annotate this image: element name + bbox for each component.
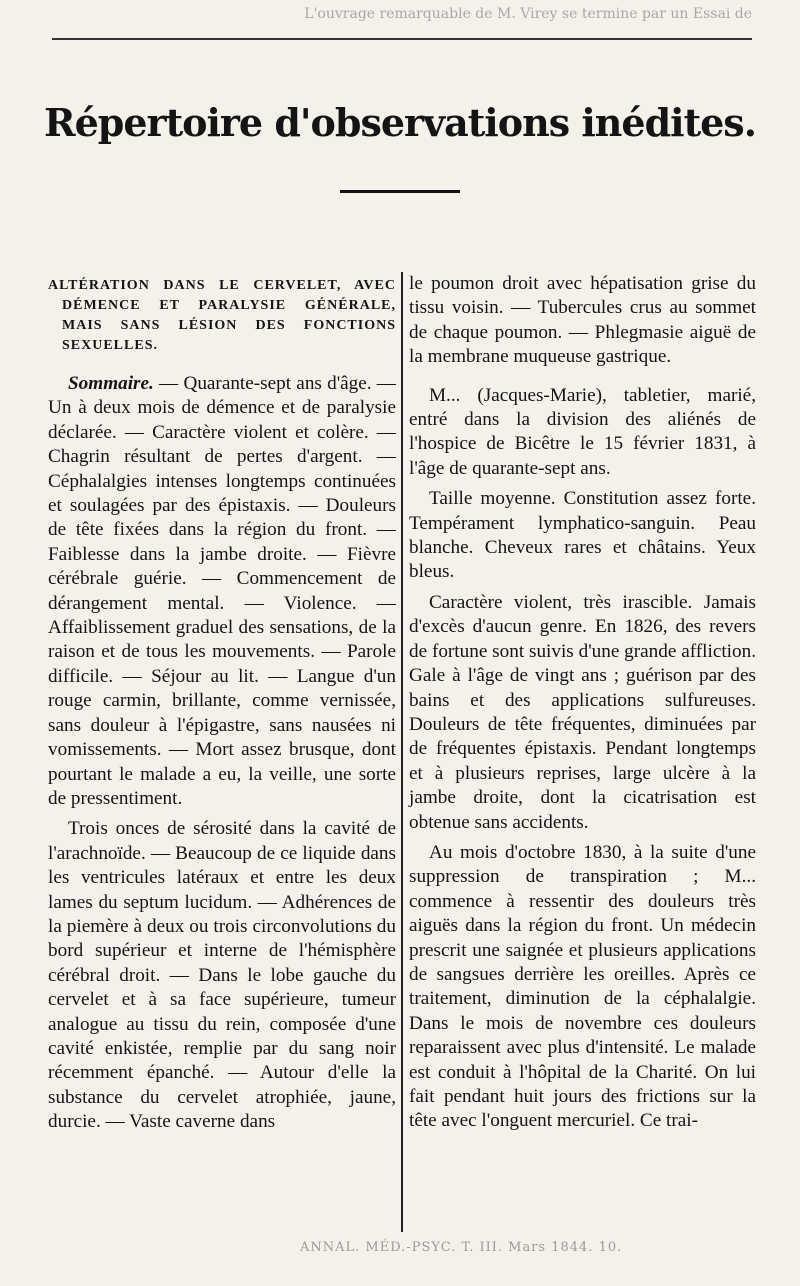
column-divider — [401, 272, 403, 1232]
top-rule — [52, 38, 752, 40]
footer-signature: ANNAL. MÉD.-PSYC. T. III. Mars 1844. 10. — [300, 1240, 623, 1255]
autopsy-paragraph: Trois onces de sérosité dans la cavité de l'arachnoïde. — Beaucoup de ce liquide dans les ventricules latéraux et entre les deux lames du septum lucidum. — Adhérences de la piemère à deux ou trois circonvolutions du bord supérieur et interne de l'hémisphère cérébral droit. — Dans le lobe gauche du cervelet et à sa face supérieure, tumeur analogue au tissu du rein, composée d'une cavité enkistée, remplie par du sang noir récemment épanché. — Autour d'elle la substance du cervelet atrophiée, jaune, durcie. — Vaste caverne dans — [48, 818, 396, 1133]
left-column — [48, 272, 396, 1141]
summary-paragraph — [48, 372, 396, 811]
summary-text: — Quarante-sept ans d'âge. — Un à deux mois de démence et de paralysie déclarée. — Caractère violent et colère. — Chagrin résultant de pertes d'argent. — Céphalalgies intenses longtemps continuées et soulagées par des épistaxis. — Douleurs de tête fixées dans la région du front. — Faiblesse dans la jambe droite. — Fièvre cérébrale guérie. — Commencement de dérangement mental. — Violence. — Affaiblissement graduel des sensations, de la raison et de tous les mouvements. — Parole difficile. — Séjour au lit. — Langue d'un rouge carmin, brillante, comme vernissée, sans douleur à l'épigastre, sans nausées ni vomissements. — Mort assez brusque, dont pourtant le malade a eu, la veille, une sorte de pressentiment. — [48, 373, 396, 809]
history-paragraph: Caractère violent, très irascible. Jamais d'excès d'aucun genre. En 1826, des revers de fortune sont suivis d'une grande affliction. Gale à l'âge de vingt ans ; guérison par des bains et des applications sulfureuses. Douleurs de tête fréquentes, diminuées par de fréquentes épistaxis. Pendant longtemps et à plusieurs reprises, large ulcère à la jambe droite, dont la cicatrisation est obtenue sans accidents. — [409, 591, 756, 833]
onset-paragraph: Au mois d'octobre 1830, à la suite d'une suppression de transpiration ; M... commence à ressentir des douleurs très aiguës dans la région du front. Un médecin prescrit une saignée et plusieurs applications de sangsues derrière les oreilles. Après ce traitement, diminution de la céphalalgie. Dans le mois de novembre ces douleurs reparaissent avec plus d'intensité. Le malade est conduit à l'hôpital de la Charité. On lui fait pendant huit jours des frictions sur la tête avec l'onguent mercuriel. Ce trai- — [409, 841, 756, 1132]
summary-label: Sommaire. — [68, 373, 154, 394]
constitution-paragraph: Taille moyenne. Constitution assez forte. Tempérament lymphatico-sanguin. Peau blanche. Cheveux rares et châtains. Yeux bleus. — [409, 488, 756, 583]
lung-findings-paragraph: le poumon droit avec hépatisation grise du tissu voisin. — Tubercules crus au sommet de chaque poumon. — Phlegmasie aiguë de la membrane muqueuse gastrique. — [409, 273, 756, 368]
running-header: L'ouvrage remarquable de M. Virey se termine par un Essai de — [304, 6, 752, 22]
right-column — [409, 272, 756, 1140]
page-title: Répertoire d'observations inédites. — [44, 100, 756, 145]
title-rule — [340, 190, 460, 193]
observation-heading: ALTÉRATION DANS LE CERVELET, AVEC DÉMENCE ET PARALYSIE GÉNÉRALE, MAIS SANS LÉSION DES FONCTIONS SEXUELLES. — [48, 278, 396, 353]
patient-identity-paragraph: M... (Jacques-Marie), tabletier, marié, entré dans la division des aliénés de l'hospice de Bicêtre le 15 février 1831, à l'âge de quarante-sept ans. — [409, 384, 756, 479]
